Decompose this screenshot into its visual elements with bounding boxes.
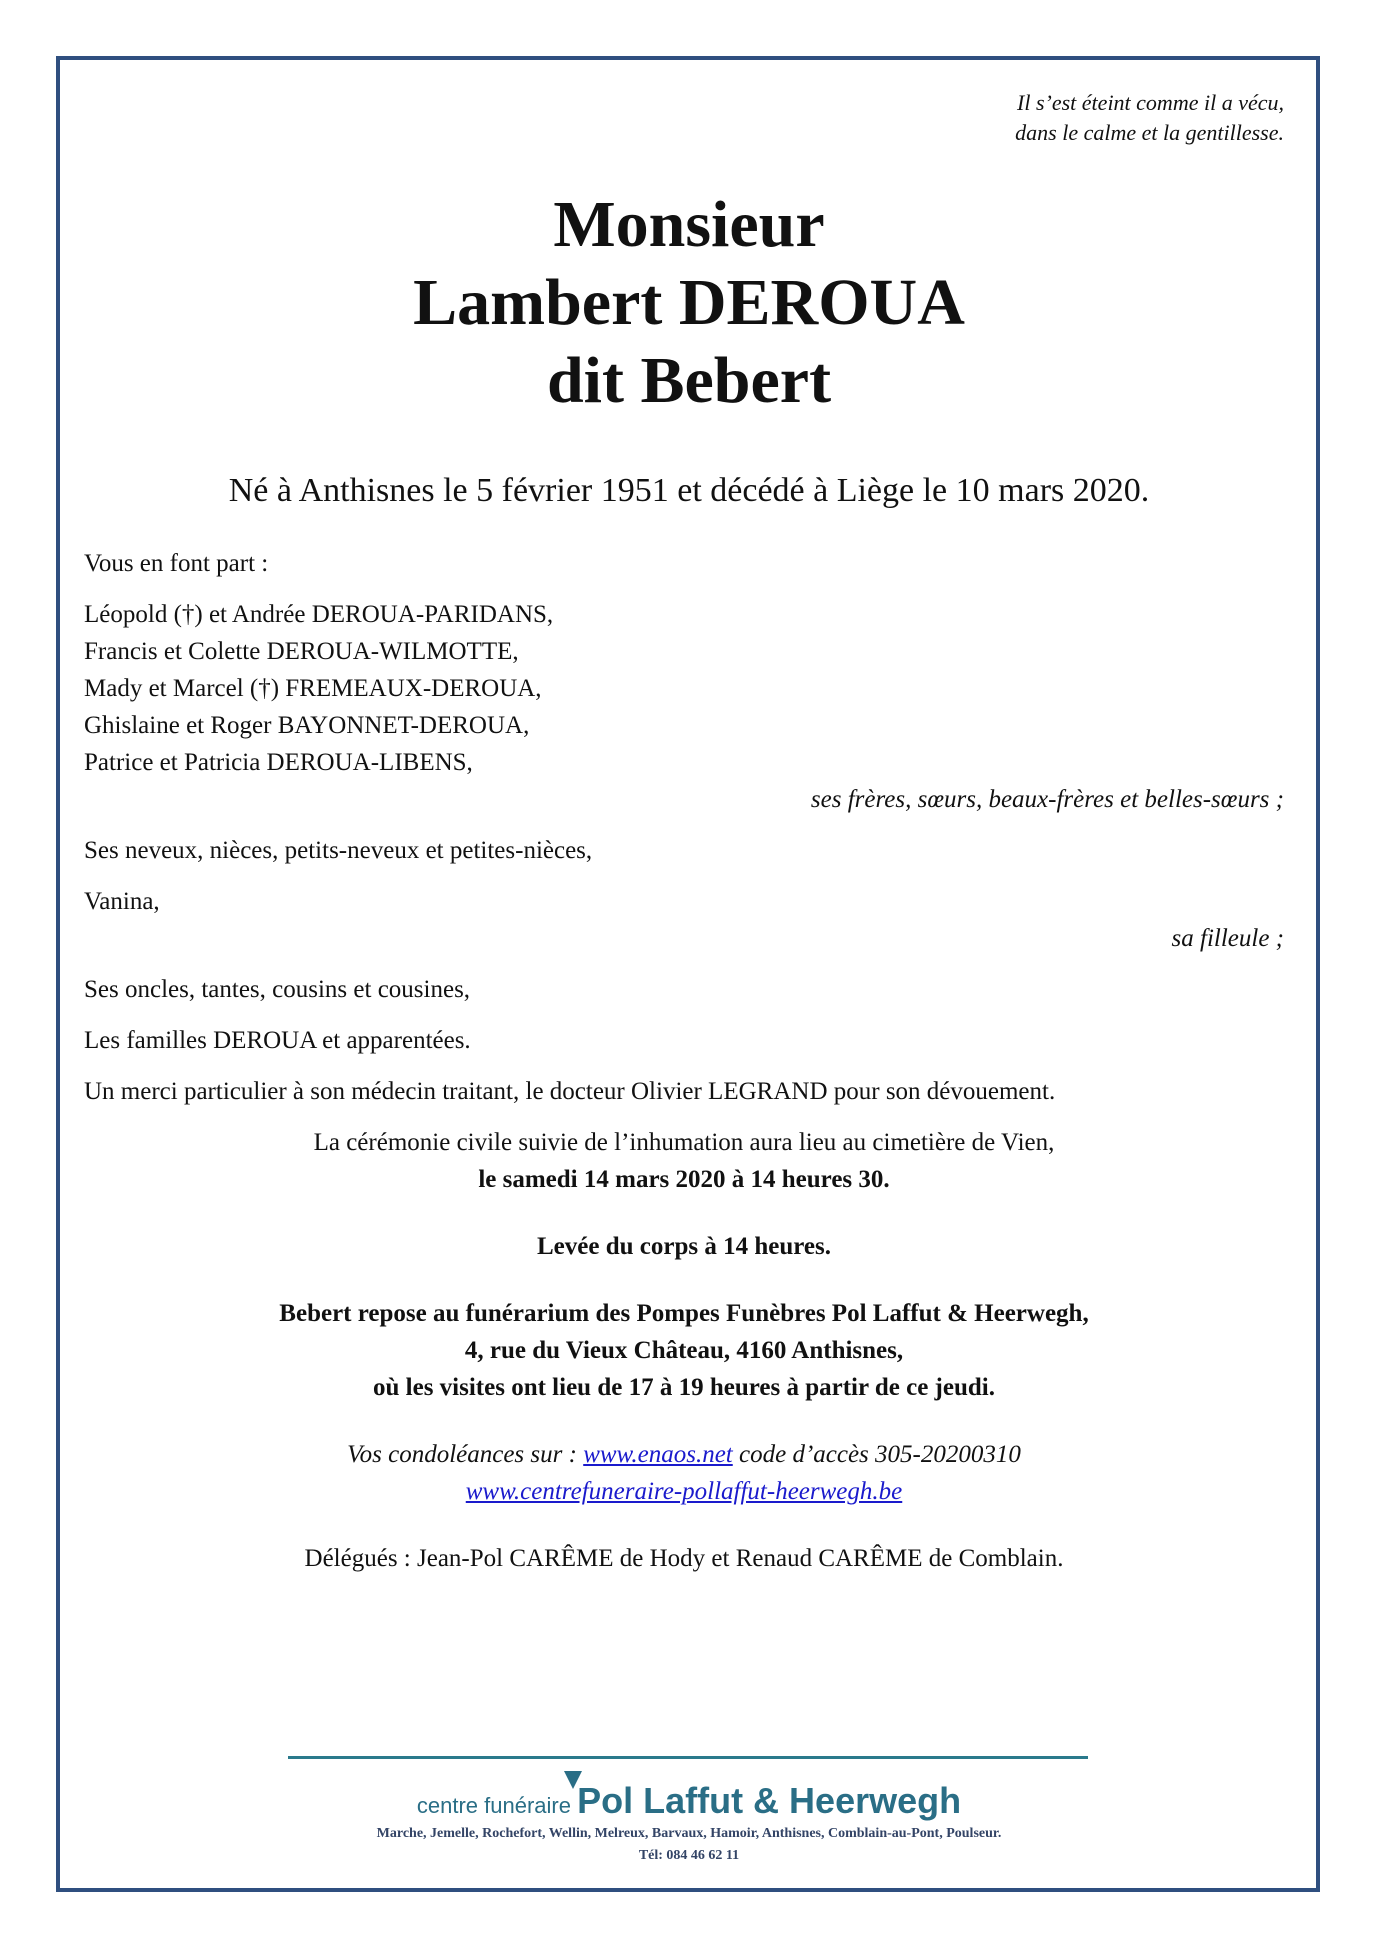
epigraph-line-1: Il s’est éteint comme il a vécu, [1017,90,1284,115]
birth-death-line: Né à Anthisnes le 5 février 1951 et décédé à Liège le 10 mars 2020. [228,472,1150,509]
goddaughter-role: sa filleule ; [1171,925,1284,952]
condolences-line [84,1436,1284,1473]
thanks-text: Un merci particulier à son médecin traitant, le docteur Olivier LEGRAND pour son dévouement. [84,1078,1056,1105]
ceremony-place: La cérémonie civile suivie de l’inhumation aura lieu au cimetière de Vien, [313,1129,1055,1156]
intro-text: Vous en font part : [84,550,269,577]
logo-phone: Tél: 084 46 62 11 [638,1848,740,1863]
families-text: Les familles DEROUA et apparentées. [84,1027,471,1054]
title-nickname: dit Bebert [546,344,832,417]
goddaughter-name: Vanina, [84,888,160,915]
delegates-text: Délégués : Jean-Pol CARÊME de Hody et Renaud CARÊME de Comblain. [304,1545,1064,1572]
footer-divider [288,1756,1088,1759]
ceremony-block [84,1124,1284,1577]
family-item: Patrice et Patricia DEROUA-LIBENS, [84,749,473,776]
family-item: Ghislaine et Roger BAYONNET-DEROUA, [84,712,530,739]
ceremony-date: le samedi 14 mars 2020 à 14 heures 30. [478,1166,890,1193]
deceased-title [0,186,1378,420]
funeral-home-logo [0,1780,1378,1822]
family-item: Francis et Colette DEROUA-WILMOTTE, [84,638,519,665]
logo-towns: Marche, Jemelle, Rochefort, Wellin, Melreux, Barvaux, Hamoir, Anthisnes, Comblain-au-Pont, Poulseur. [376,1826,1002,1841]
title-honorific: Monsieur [553,188,825,261]
epigraph-line-2: dans le calme et la gentillesse. [1015,120,1284,145]
enaos-link[interactable]: www.enaos.net [583,1441,733,1468]
logo-name: Pol Laffut & Heerwegh [577,1780,962,1821]
family-item: Mady et Marcel (†) FREMEAUX-DEROUA, [84,675,542,702]
condolences-prefix: Vos condoléances sur : [347,1441,584,1468]
logo-prefix: centre funéraire [416,1793,578,1818]
uncles-text: Ses oncles, tantes, cousins et cousines, [84,976,471,1003]
funerarium-line-1: Bebert repose au funérarium des Pompes Funèbres Pol Laffut & Heerwegh, [279,1300,1089,1327]
levee-text: Levée du corps à 14 heures. [537,1233,831,1260]
funerarium-address: 4, rue du Vieux Château, 4160 Anthisnes, [464,1337,904,1364]
family-list [84,596,1284,781]
epigraph [1015,88,1284,148]
funeral-home-link[interactable]: www.centrefuneraire-pollaffut-heerwegh.be [465,1478,903,1505]
access-code: code d’accès 305-20200310 [732,1441,1021,1468]
title-name: Lambert DEROUA [413,266,965,339]
announcement-body [84,545,1284,1577]
visiting-hours: où les visites ont lieu de 17 à 19 heures à partir de ce jeudi. [373,1374,995,1401]
family-role: ses frères, sœurs, beaux-frères et belles-sœurs ; [810,786,1284,813]
family-item: Léopold (†) et Andrée DEROUA-PARIDANS, [84,601,554,628]
nephews-text: Ses neveux, nièces, petits-neveux et petites-nièces, [84,837,593,864]
